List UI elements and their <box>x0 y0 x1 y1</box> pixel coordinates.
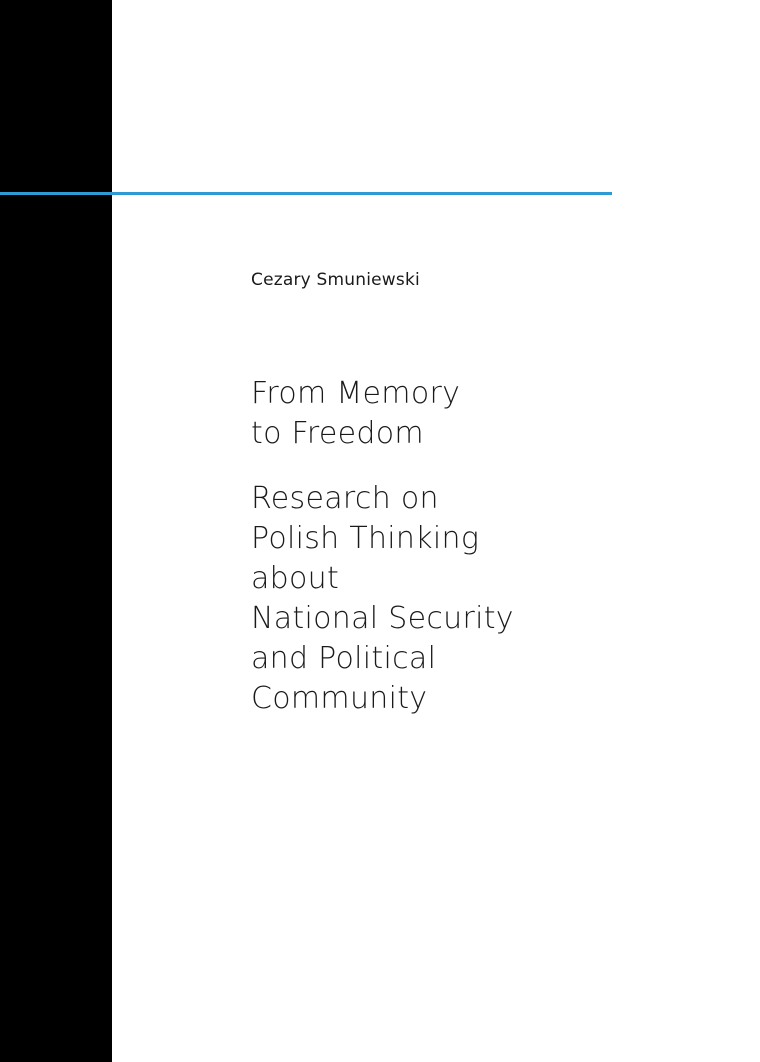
title-line: From Memory <box>251 376 461 411</box>
book-title-block <box>251 374 651 719</box>
subtitle-line: and Political <box>251 641 437 676</box>
subtitle-line: National Security <box>251 601 514 636</box>
black-spine-band <box>0 0 112 1062</box>
book-title <box>251 374 651 454</box>
blue-horizontal-rule <box>0 192 612 195</box>
subtitle-line: Community <box>251 681 428 716</box>
subtitle-line: Research on <box>251 481 439 516</box>
subtitle-line: Polish Thinking <box>251 521 480 556</box>
subtitle-line: about <box>251 561 340 596</box>
title-line: to Freedom <box>251 416 424 451</box>
author-name: Cezary Smuniewski <box>251 270 420 290</box>
book-subtitle <box>251 479 651 719</box>
